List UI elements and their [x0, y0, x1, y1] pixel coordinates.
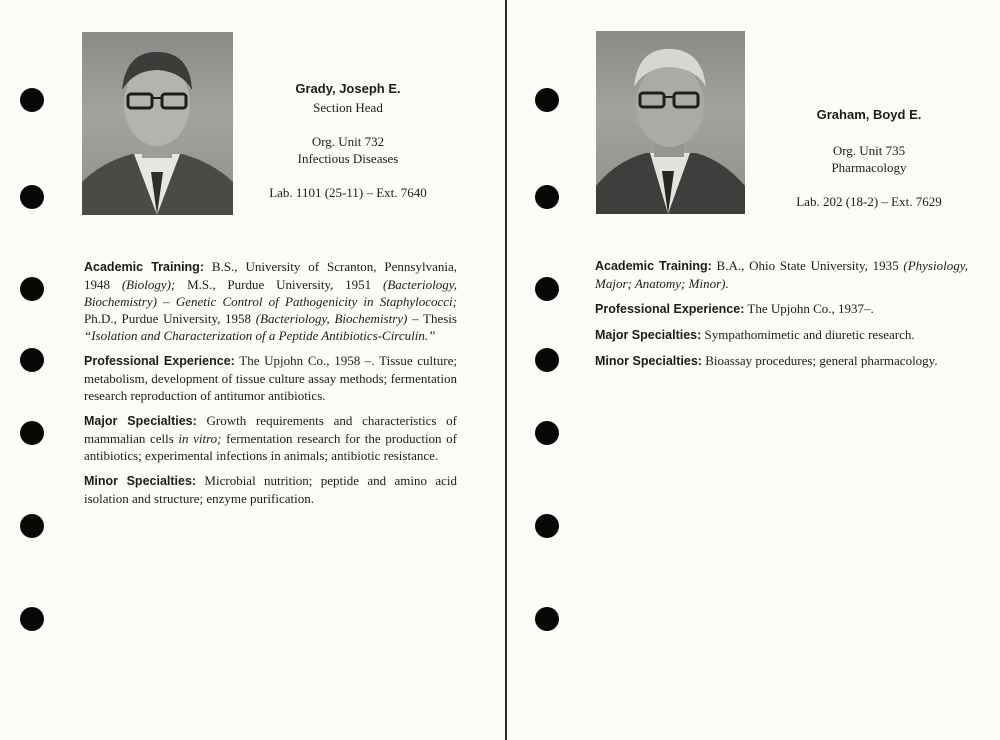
staff-name: Graham, Boyd E.	[816, 107, 922, 122]
org-unit: Org. Unit 735	[832, 143, 906, 158]
major-specialties: Major Specialties: Sympathomimetic and diuretic research.	[595, 327, 915, 342]
binder-hole	[20, 185, 44, 209]
binder-hole	[535, 514, 559, 538]
portrait-photo	[82, 32, 233, 215]
department: Infectious Diseases	[297, 151, 399, 166]
binder-hole	[535, 607, 559, 631]
section-label: Professional Experience:	[595, 302, 745, 316]
section-label: Academic Training:	[595, 259, 712, 273]
section-label: Major Specialties:	[84, 414, 197, 428]
department: Pharmacology	[831, 160, 907, 175]
org-unit: Org. Unit 732	[311, 134, 385, 149]
binder-hole	[20, 607, 44, 631]
staff-bio	[595, 257, 968, 378]
academic-training: Academic Training: B.S., University of Scranton, Pennsylvania, 1948 (Biology); M.S., Purdue University, 1951 (Bacteriology, Biochemistry) – Genetic Control of Pathogenicity in Staphylococci; Ph.D., Purdue University, 1958 (Bacteriology, Biochemistry) – Thesis “Isolation and Characterization of a Peptide Antibiotics-Circulin.”	[84, 259, 458, 343]
academic-training: Academic Training: B.A., Ohio State University, 1935 (Physiology, Major; Anatomy; Minor).	[595, 258, 969, 291]
section-label: Minor Specialties:	[84, 474, 197, 488]
major-specialties: Major Specialties: Growth requirements and characteristics of mammalian cells in vitro; fermentation research for the production of antibiotics; experimental infections in animals; antibiotic resistance.	[84, 413, 457, 463]
binder-hole	[20, 348, 44, 372]
binder-hole	[535, 185, 559, 209]
lab-extension: Lab. 1101 (25-11) – Ext. 7640	[269, 185, 427, 200]
staff-name: Grady, Joseph E.	[295, 81, 401, 96]
minor-specialties: Minor Specialties: Bioassay procedures; general pharmacology.	[595, 353, 938, 368]
binder-hole	[20, 88, 44, 112]
section-label: Major Specialties:	[595, 328, 702, 342]
binder-hole	[535, 277, 559, 301]
binder-hole	[20, 514, 44, 538]
section-label: Professional Experience:	[84, 354, 235, 368]
right-page	[507, 0, 1000, 740]
minor-specialties: Minor Specialties: Microbial nutrition; peptide and amino acid isolation and structure; enzyme purification.	[84, 473, 457, 506]
staff-header	[258, 80, 438, 201]
staff-title: Section Head	[313, 100, 383, 115]
staff-header	[769, 106, 969, 210]
binder-hole	[20, 277, 44, 301]
binder-hole	[535, 421, 559, 445]
professional-experience: Professional Experience: The Upjohn Co., 1937–.	[595, 301, 874, 316]
binder-hole	[20, 421, 44, 445]
portrait-silhouette	[596, 31, 745, 214]
section-label: Academic Training:	[84, 260, 204, 274]
section-label: Minor Specialties:	[595, 354, 702, 368]
professional-experience: Professional Experience: The Upjohn Co., 1958 –. Tissue culture; metabolism, development of tissue culture assay methods; fermentation research reproduction of antitumor antibiotics.	[84, 353, 457, 403]
portrait-silhouette	[82, 32, 233, 215]
staff-bio	[84, 258, 457, 515]
binder-hole	[535, 88, 559, 112]
binder-hole	[535, 348, 559, 372]
portrait-photo	[596, 31, 745, 214]
lab-extension: Lab. 202 (18-2) – Ext. 7629	[796, 194, 942, 209]
